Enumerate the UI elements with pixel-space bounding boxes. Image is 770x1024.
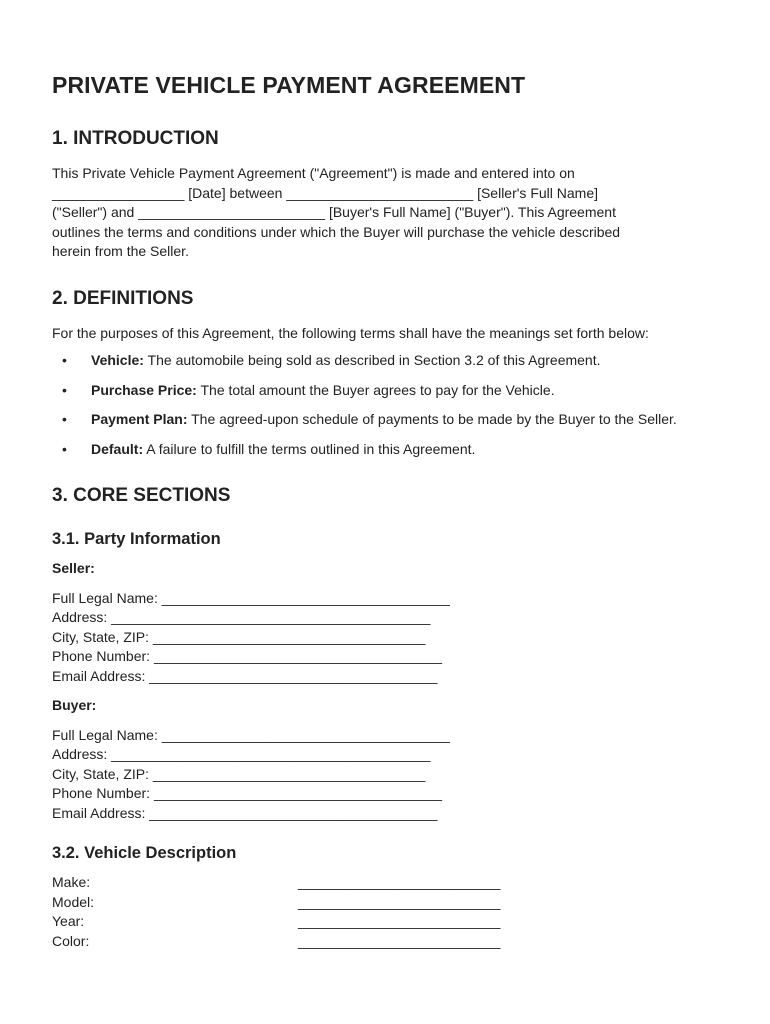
core-sections-heading: 3. CORE SECTIONS (52, 485, 231, 506)
buyer-email-field[interactable]: Email Address: _____________________________________ (52, 804, 438, 821)
seller-fields (52, 589, 730, 687)
definition-item-default (52, 440, 701, 460)
seller-address-field[interactable]: Address: _________________________________________ (52, 609, 431, 625)
vehicle-make-field[interactable]: __________________________ (298, 874, 501, 890)
introduction-line: ("Seller") and ________________________ [Buyer's Full Name] ("Buyer"). This Agreement (52, 204, 616, 220)
definitions-heading: 2. DEFINITIONS (52, 287, 194, 309)
bullet-icon: • (62, 440, 67, 457)
definition-text: The automobile being sold as described in Section 3.2 of this Agreement. (143, 352, 601, 368)
vehicle-year-label: Year: (52, 913, 85, 929)
definition-term: Vehicle: (91, 352, 144, 368)
document-title: PRIVATE VEHICLE PAYMENT AGREEMENT (52, 72, 526, 98)
vehicle-description-heading: 3.2. Vehicle Description (52, 844, 237, 862)
vehicle-year-field[interactable]: __________________________ (298, 913, 501, 929)
definitions-section (52, 286, 730, 460)
seller-label: Seller: (52, 560, 95, 576)
buyer-fields (52, 726, 730, 824)
introduction-line: This Private Vehicle Payment Agreement ("Agreement") is made and entered into on (52, 165, 575, 181)
definition-item-vehicle (52, 351, 701, 371)
buyer-address-field[interactable]: Address: _________________________________________ (52, 746, 431, 762)
introduction-line: herein from the Seller. (52, 243, 189, 259)
definition-term: Payment Plan: (91, 411, 188, 427)
buyer-phone-field[interactable]: Phone Number: _____________________________________ (52, 785, 443, 801)
definition-term: Default: (91, 440, 144, 457)
definitions-list (52, 351, 730, 459)
core-sections (52, 483, 730, 951)
bullet-icon: • (62, 411, 67, 427)
vehicle-color-label: Color: (52, 932, 90, 949)
vehicle-description-table (52, 873, 730, 951)
definition-text: The total amount the Buyer agrees to pay for the Vehicle. (196, 381, 555, 398)
bullet-icon: • (62, 352, 67, 368)
buyer-city-field[interactable]: City, State, ZIP: ___________________________________ (52, 765, 426, 782)
bullet-icon: • (62, 381, 67, 398)
definition-item-purchase-price (52, 381, 701, 401)
definition-text: A failure to fulfill the terms outlined in this Agreement. (143, 440, 476, 457)
vehicle-model-field[interactable]: __________________________ (298, 893, 501, 910)
seller-full-name-field[interactable]: Full Legal Name: _____________________________________ (52, 589, 450, 606)
introduction-line: _________________ [Date] between ________________________ [Seller's Full Name] (52, 184, 598, 201)
vehicle-make-label: Make: (52, 874, 91, 890)
seller-phone-field[interactable]: Phone Number: _____________________________________ (52, 648, 443, 664)
definitions-lead: For the purposes of this Agreement, the following terms shall have the meanings set forth below: (52, 324, 649, 341)
introduction-section (52, 126, 730, 262)
seller-city-field[interactable]: City, State, ZIP: ___________________________________ (52, 628, 426, 645)
definition-text: The agreed-upon schedule of payments to be made by the Buyer to the Seller. (187, 411, 677, 427)
vehicle-model-label: Model: (52, 893, 95, 910)
buyer-full-name-field[interactable]: Full Legal Name: _____________________________________ (52, 726, 450, 743)
introduction-line: outlines the terms and conditions under which the Buyer will purchase the vehicle described (52, 223, 621, 240)
party-information-heading: 3.1. Party Information (52, 530, 221, 548)
definition-term: Purchase Price: (91, 381, 197, 398)
seller-email-field[interactable]: Email Address: _____________________________________ (52, 667, 438, 684)
introduction-paragraph (52, 164, 730, 262)
vehicle-color-field[interactable]: __________________________ (298, 932, 501, 949)
introduction-heading: 1. INTRODUCTION (52, 128, 219, 149)
buyer-label: Buyer: (52, 697, 97, 713)
definition-item-payment-plan (52, 410, 701, 430)
